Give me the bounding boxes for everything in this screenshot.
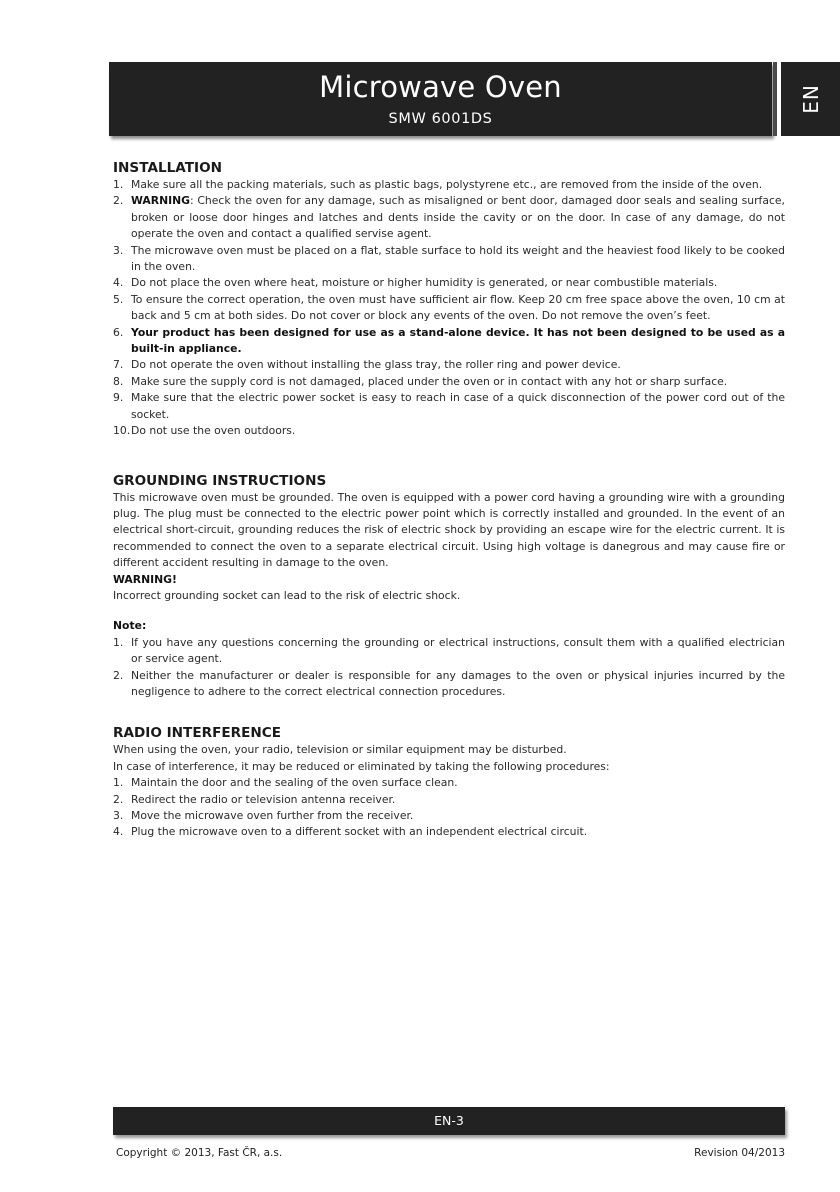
list-item: 2. Neither the manufacturer or dealer is responsible for any damages to the oven or physical injuries incurred by the negligence to adhere to the correct electrical connection procedures.	[113, 668, 785, 698]
notes-list	[113, 635, 785, 701]
list-item: 3. The microwave oven must be placed on a flat, stable surface to hold its weight and the heaviest food likely to be cooked in the oven.	[113, 243, 785, 274]
list-item: 3. Move the microwave oven further from the receiver.	[113, 809, 414, 822]
grounding-paragraph: This microwave oven must be grounded. The oven is equipped with a power cord having a grounding wire with a grounding plug. The plug must be connected to the electric power point which is correctly installed and grounded. In the event of an electrical short-circuit, grounding reduces the risk of electric shock by providing an escape wire for the electric current. It is recommended to connect the oven to a separate electrical circuit. Using high voltage is danegrous and may cause fire or different accident resulting in damage to the oven.	[113, 490, 785, 570]
radio-intro-2: In case of interference, it may be reduced or eliminated by taking the following procedures:	[113, 759, 610, 773]
list-item: 9. Make sure that the electric power socket is easy to reach in case of a quick disconnection of the power cord out of the socket.	[113, 391, 785, 421]
installation-list	[113, 177, 785, 440]
radio-list	[113, 775, 785, 841]
list-item: 4. Do not place the oven where heat, moisture or higher humidity is generated, or near combustible materials.	[113, 276, 718, 290]
installation-heading: INSTALLATION	[113, 160, 223, 176]
document-body	[113, 159, 785, 841]
language-tab	[781, 62, 840, 136]
list-item: 5. To ensure the correct operation, the oven must have sufficient air flow. Keep 20 cm free space above the oven, 10 cm at back and 5 cm at both sides. Do not cover or block any events of the oven. Do not remove the oven’s feet.	[113, 292, 785, 323]
page-title: Microwave Oven	[319, 70, 562, 104]
list-item: 1. If you have any questions concerning the grounding or electrical instructions, consult them with a qualified electrician or service agent.	[113, 635, 785, 666]
standalone-notice: Your product has been designed for use as a stand-alone device. It has not been designed to be used as a built-in appliance.	[131, 325, 785, 356]
language-label: EN	[798, 84, 823, 114]
list-item: 8. Make sure the supply cord is not damaged, placed under the oven or in contact with any hot or sharp surface.	[113, 374, 728, 388]
warning-label: WARNING	[131, 194, 191, 208]
list-item: 2. Redirect the radio or television antenna receiver.	[113, 792, 396, 806]
note-label: Note:	[113, 619, 147, 633]
radio-heading: RADIO INTERFERENCE	[113, 725, 282, 742]
grounding-heading: GROUNDING INSTRUCTIONS	[113, 472, 327, 489]
list-item: 7. Do not operate the oven without installing the glass tray, the roller ring and power device.	[113, 358, 621, 372]
grounding-warning-text: Incorrect grounding socket can lead to the risk of electric shock.	[113, 588, 461, 602]
model-number: SMW 6001DS	[388, 111, 493, 127]
radio-intro: When using the oven, your radio, television or similar equipment may be disturbed.	[113, 743, 567, 757]
list-item: 10. Do not use the oven outdoors.	[113, 424, 296, 438]
list-item: 2. WARNING: Check the oven for any damage, such as misaligned or bent door, damaged door seals and sealing surface, broken or loose door hinges and latches and dents inside the cavity or on the door. In case of any damage, do not operate the oven and contact a qualified servise agent.	[113, 194, 785, 241]
grounding-warning-label: WARNING!	[113, 572, 177, 586]
list-item: 6. Your product has been designed for use as a stand-alone device. It has not been designed to be used as a built-in appliance.	[113, 325, 785, 356]
list-item: 1. Maintain the door and the sealing of the oven surface clean.	[113, 776, 458, 790]
copyright-text: Copyright © 2013, Fast ČR, a.s.	[116, 1147, 283, 1159]
list-item: 4. Plug the microwave oven to a different socket with an independent electrical circuit.	[113, 825, 588, 839]
page-number-bar	[113, 1107, 785, 1135]
list-item: 1. Make sure all the packing materials, such as plastic bags, polystyrene etc., are removed from the inside of the oven.	[113, 178, 763, 191]
title-banner	[109, 62, 772, 136]
page-number: EN-3	[434, 1113, 464, 1128]
banner-divider	[773, 62, 777, 136]
revision-text: Revision 04/2013	[694, 1147, 785, 1159]
